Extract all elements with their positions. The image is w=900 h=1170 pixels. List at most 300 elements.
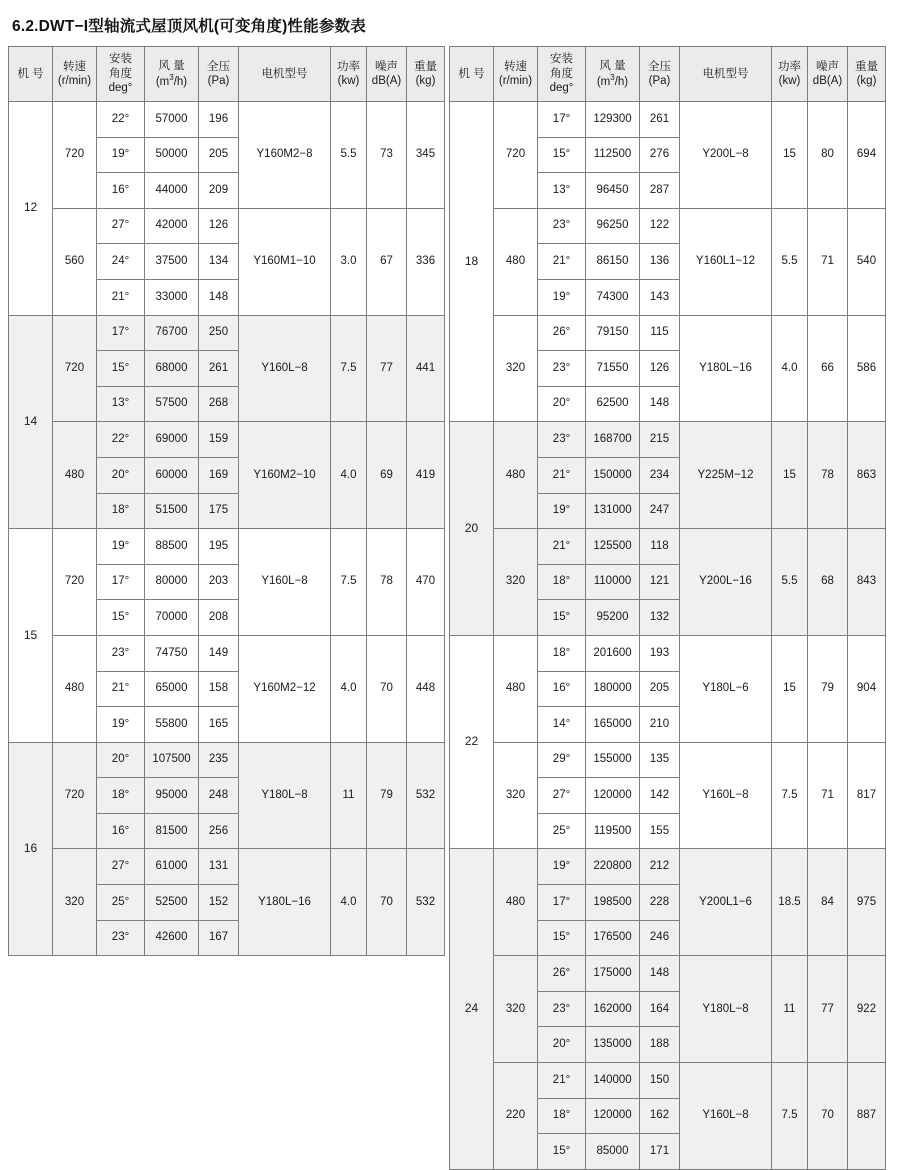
cell-noise: 70 bbox=[367, 849, 407, 956]
cell-speed: 560 bbox=[53, 208, 97, 315]
header-noise-right: 噪声 dB(A) bbox=[808, 47, 848, 102]
cell-flow: 55800 bbox=[145, 707, 199, 743]
cell-power: 4.0 bbox=[331, 635, 367, 742]
cell-weight: 470 bbox=[407, 529, 445, 636]
cell-machine-no: 24 bbox=[450, 849, 494, 1169]
cell-flow: 68000 bbox=[145, 351, 199, 387]
cell-angle: 23° bbox=[538, 422, 586, 458]
cell-pressure: 135 bbox=[640, 742, 680, 778]
cell-angle: 13° bbox=[97, 386, 145, 422]
cell-pressure: 152 bbox=[199, 885, 239, 921]
table-row bbox=[9, 315, 445, 351]
cell-weight: 975 bbox=[848, 849, 886, 956]
header-noise-left: 噪声 dB(A) bbox=[367, 47, 407, 102]
cell-power: 15 bbox=[772, 422, 808, 529]
cell-flow: 162000 bbox=[586, 991, 640, 1027]
cell-flow: 33000 bbox=[145, 279, 199, 315]
cell-speed: 480 bbox=[494, 208, 538, 315]
cell-flow: 42000 bbox=[145, 208, 199, 244]
cell-pressure: 205 bbox=[199, 137, 239, 173]
cell-pressure: 150 bbox=[640, 1063, 680, 1099]
cell-flow: 81500 bbox=[145, 813, 199, 849]
cell-angle: 13° bbox=[538, 173, 586, 209]
cell-speed: 320 bbox=[494, 315, 538, 422]
cell-angle: 19° bbox=[97, 529, 145, 565]
cell-flow: 62500 bbox=[586, 386, 640, 422]
cell-pressure: 203 bbox=[199, 564, 239, 600]
cell-angle: 16° bbox=[97, 813, 145, 849]
cell-weight: 887 bbox=[848, 1063, 886, 1170]
cell-flow: 65000 bbox=[145, 671, 199, 707]
cell-motor-model: Y160L1−12 bbox=[680, 208, 772, 315]
cell-flow: 57500 bbox=[145, 386, 199, 422]
cell-angle: 21° bbox=[538, 244, 586, 280]
cell-flow: 76700 bbox=[145, 315, 199, 351]
cell-speed: 220 bbox=[494, 1063, 538, 1170]
cell-flow: 125500 bbox=[586, 529, 640, 565]
cell-pressure: 149 bbox=[199, 635, 239, 671]
table-header-right bbox=[450, 47, 886, 102]
cell-pressure: 159 bbox=[199, 422, 239, 458]
cell-pressure: 205 bbox=[640, 671, 680, 707]
cell-angle: 23° bbox=[538, 208, 586, 244]
cell-pressure: 248 bbox=[199, 778, 239, 814]
cell-weight: 540 bbox=[848, 208, 886, 315]
cell-motor-model: Y200L1−6 bbox=[680, 849, 772, 956]
cell-weight: 419 bbox=[407, 422, 445, 529]
table-row bbox=[450, 635, 886, 671]
cell-flow: 119500 bbox=[586, 813, 640, 849]
cell-pressure: 171 bbox=[640, 1134, 680, 1170]
performance-table-left bbox=[8, 46, 445, 956]
cell-pressure: 261 bbox=[199, 351, 239, 387]
cell-power: 4.0 bbox=[331, 849, 367, 956]
table-row bbox=[450, 849, 886, 885]
cell-angle: 15° bbox=[538, 1134, 586, 1170]
table-row bbox=[450, 956, 886, 992]
cell-pressure: 208 bbox=[199, 600, 239, 636]
cell-power: 4.0 bbox=[331, 422, 367, 529]
cell-angle: 21° bbox=[538, 457, 586, 493]
cell-flow: 176500 bbox=[586, 920, 640, 956]
cell-speed: 720 bbox=[53, 315, 97, 422]
cell-pressure: 142 bbox=[640, 778, 680, 814]
cell-weight: 448 bbox=[407, 635, 445, 742]
cell-weight: 863 bbox=[848, 422, 886, 529]
cell-pressure: 134 bbox=[199, 244, 239, 280]
cell-power: 5.5 bbox=[331, 102, 367, 209]
cell-angle: 23° bbox=[97, 920, 145, 956]
header-machine-left: 机 号 bbox=[9, 47, 53, 102]
cell-angle: 29° bbox=[538, 742, 586, 778]
cell-angle: 14° bbox=[538, 707, 586, 743]
cell-motor-model: Y200L−8 bbox=[680, 102, 772, 209]
cell-flow: 112500 bbox=[586, 137, 640, 173]
cell-power: 18.5 bbox=[772, 849, 808, 956]
cell-pressure: 164 bbox=[640, 991, 680, 1027]
cell-motor-model: Y160M2−8 bbox=[239, 102, 331, 209]
cell-flow: 60000 bbox=[145, 457, 199, 493]
cell-flow: 70000 bbox=[145, 600, 199, 636]
cell-angle: 27° bbox=[97, 849, 145, 885]
header-power-right: 功率 (kw) bbox=[772, 47, 808, 102]
cell-speed: 720 bbox=[494, 102, 538, 209]
table-row bbox=[9, 529, 445, 565]
cell-pressure: 212 bbox=[640, 849, 680, 885]
cell-flow: 71550 bbox=[586, 351, 640, 387]
cell-flow: 79150 bbox=[586, 315, 640, 351]
cell-angle: 21° bbox=[538, 1063, 586, 1099]
cell-power: 5.5 bbox=[772, 529, 808, 636]
cell-weight: 843 bbox=[848, 529, 886, 636]
cell-pressure: 256 bbox=[199, 813, 239, 849]
cell-angle: 17° bbox=[97, 315, 145, 351]
cell-angle: 21° bbox=[538, 529, 586, 565]
cell-speed: 480 bbox=[494, 422, 538, 529]
cell-flow: 155000 bbox=[586, 742, 640, 778]
cell-pressure: 165 bbox=[199, 707, 239, 743]
header-machine-right: 机 号 bbox=[450, 47, 494, 102]
cell-pressure: 247 bbox=[640, 493, 680, 529]
header-motor-model-left: 电机型号 bbox=[239, 47, 331, 102]
cell-motor-model: Y160M2−10 bbox=[239, 422, 331, 529]
table-row bbox=[9, 635, 445, 671]
cell-angle: 23° bbox=[538, 991, 586, 1027]
cell-weight: 904 bbox=[848, 635, 886, 742]
cell-flow: 74750 bbox=[145, 635, 199, 671]
cell-noise: 70 bbox=[367, 635, 407, 742]
tables-container bbox=[8, 46, 892, 1170]
cell-angle: 18° bbox=[97, 778, 145, 814]
cell-flow: 95200 bbox=[586, 600, 640, 636]
cell-pressure: 126 bbox=[199, 208, 239, 244]
cell-flow: 140000 bbox=[586, 1063, 640, 1099]
cell-pressure: 234 bbox=[640, 457, 680, 493]
table-row bbox=[450, 1063, 886, 1099]
cell-angle: 16° bbox=[538, 671, 586, 707]
cell-pressure: 261 bbox=[640, 102, 680, 138]
cell-angle: 18° bbox=[538, 635, 586, 671]
cell-motor-model: Y180L−8 bbox=[239, 742, 331, 849]
cell-flow: 52500 bbox=[145, 885, 199, 921]
cell-noise: 78 bbox=[367, 529, 407, 636]
cell-angle: 20° bbox=[538, 386, 586, 422]
cell-flow: 120000 bbox=[586, 778, 640, 814]
cell-flow: 80000 bbox=[145, 564, 199, 600]
cell-angle: 19° bbox=[538, 493, 586, 529]
cell-pressure: 215 bbox=[640, 422, 680, 458]
cell-pressure: 210 bbox=[640, 707, 680, 743]
cell-angle: 26° bbox=[538, 956, 586, 992]
cell-angle: 19° bbox=[97, 707, 145, 743]
cell-angle: 18° bbox=[538, 564, 586, 600]
cell-pressure: 136 bbox=[640, 244, 680, 280]
cell-angle: 15° bbox=[97, 351, 145, 387]
cell-pressure: 148 bbox=[640, 956, 680, 992]
cell-angle: 27° bbox=[97, 208, 145, 244]
cell-pressure: 228 bbox=[640, 885, 680, 921]
cell-angle: 18° bbox=[538, 1098, 586, 1134]
cell-angle: 19° bbox=[97, 137, 145, 173]
cell-pressure: 118 bbox=[640, 529, 680, 565]
header-pressure-left: 全压 (Pa) bbox=[199, 47, 239, 102]
header-pressure-right: 全压 (Pa) bbox=[640, 47, 680, 102]
cell-flow: 69000 bbox=[145, 422, 199, 458]
cell-speed: 480 bbox=[494, 635, 538, 742]
cell-angle: 17° bbox=[97, 564, 145, 600]
header-speed-right: 转速 (r/min) bbox=[494, 47, 538, 102]
cell-noise: 73 bbox=[367, 102, 407, 209]
cell-speed: 480 bbox=[53, 635, 97, 742]
cell-angle: 20° bbox=[97, 457, 145, 493]
cell-pressure: 250 bbox=[199, 315, 239, 351]
table-header-left bbox=[9, 47, 445, 102]
cell-motor-model: Y200L−16 bbox=[680, 529, 772, 636]
header-weight-right: 重量 (kg) bbox=[848, 47, 886, 102]
cell-flow: 37500 bbox=[145, 244, 199, 280]
cell-machine-no: 15 bbox=[9, 529, 53, 743]
cell-flow: 51500 bbox=[145, 493, 199, 529]
cell-angle: 20° bbox=[97, 742, 145, 778]
cell-flow: 50000 bbox=[145, 137, 199, 173]
cell-motor-model: Y160L−8 bbox=[680, 1063, 772, 1170]
table-body-left bbox=[9, 102, 445, 956]
cell-pressure: 132 bbox=[640, 600, 680, 636]
cell-flow: 129300 bbox=[586, 102, 640, 138]
cell-pressure: 167 bbox=[199, 920, 239, 956]
cell-power: 4.0 bbox=[772, 315, 808, 422]
cell-flow: 131000 bbox=[586, 493, 640, 529]
cell-machine-no: 20 bbox=[450, 422, 494, 636]
cell-pressure: 246 bbox=[640, 920, 680, 956]
cell-flow: 165000 bbox=[586, 707, 640, 743]
cell-power: 3.0 bbox=[331, 208, 367, 315]
cell-noise: 66 bbox=[808, 315, 848, 422]
cell-motor-model: Y160L−8 bbox=[680, 742, 772, 849]
cell-motor-model: Y160L−8 bbox=[239, 315, 331, 422]
cell-motor-model: Y180L−8 bbox=[680, 956, 772, 1063]
cell-pressure: 235 bbox=[199, 742, 239, 778]
cell-flow: 96450 bbox=[586, 173, 640, 209]
cell-power: 11 bbox=[331, 742, 367, 849]
cell-flow: 88500 bbox=[145, 529, 199, 565]
cell-flow: 201600 bbox=[586, 635, 640, 671]
cell-noise: 84 bbox=[808, 849, 848, 956]
cell-pressure: 122 bbox=[640, 208, 680, 244]
cell-noise: 71 bbox=[808, 742, 848, 849]
cell-power: 7.5 bbox=[772, 1063, 808, 1170]
cell-speed: 480 bbox=[53, 422, 97, 529]
cell-pressure: 287 bbox=[640, 173, 680, 209]
header-angle-left: 安装 角度 deg° bbox=[97, 47, 145, 102]
cell-flow: 135000 bbox=[586, 1027, 640, 1063]
cell-noise: 71 bbox=[808, 208, 848, 315]
cell-angle: 19° bbox=[538, 279, 586, 315]
cell-flow: 61000 bbox=[145, 849, 199, 885]
cell-flow: 42600 bbox=[145, 920, 199, 956]
cell-speed: 320 bbox=[494, 956, 538, 1063]
table-row bbox=[450, 422, 886, 458]
cell-flow: 44000 bbox=[145, 173, 199, 209]
cell-flow: 220800 bbox=[586, 849, 640, 885]
cell-flow: 120000 bbox=[586, 1098, 640, 1134]
cell-power: 15 bbox=[772, 635, 808, 742]
cell-motor-model: Y160M1−10 bbox=[239, 208, 331, 315]
cell-speed: 480 bbox=[494, 849, 538, 956]
cell-noise: 67 bbox=[367, 208, 407, 315]
cell-flow: 74300 bbox=[586, 279, 640, 315]
table-row bbox=[9, 742, 445, 778]
table-row bbox=[450, 742, 886, 778]
cell-speed: 320 bbox=[494, 529, 538, 636]
cell-pressure: 169 bbox=[199, 457, 239, 493]
cell-motor-model: Y180L−6 bbox=[680, 635, 772, 742]
cell-angle: 15° bbox=[538, 600, 586, 636]
table-row bbox=[9, 208, 445, 244]
cell-pressure: 209 bbox=[199, 173, 239, 209]
table-row bbox=[9, 102, 445, 138]
cell-pressure: 195 bbox=[199, 529, 239, 565]
cell-angle: 19° bbox=[538, 849, 586, 885]
cell-noise: 69 bbox=[367, 422, 407, 529]
cell-flow: 180000 bbox=[586, 671, 640, 707]
cell-pressure: 188 bbox=[640, 1027, 680, 1063]
cell-flow: 57000 bbox=[145, 102, 199, 138]
cell-flow: 110000 bbox=[586, 564, 640, 600]
cell-pressure: 196 bbox=[199, 102, 239, 138]
cell-angle: 15° bbox=[538, 920, 586, 956]
cell-noise: 78 bbox=[808, 422, 848, 529]
cell-speed: 720 bbox=[53, 102, 97, 209]
cell-noise: 80 bbox=[808, 102, 848, 209]
cell-power: 7.5 bbox=[772, 742, 808, 849]
cell-angle: 16° bbox=[97, 173, 145, 209]
cell-angle: 23° bbox=[97, 635, 145, 671]
cell-noise: 79 bbox=[367, 742, 407, 849]
cell-pressure: 115 bbox=[640, 315, 680, 351]
table-row bbox=[450, 315, 886, 351]
cell-motor-model: Y160M2−12 bbox=[239, 635, 331, 742]
cell-flow: 198500 bbox=[586, 885, 640, 921]
cell-flow: 175000 bbox=[586, 956, 640, 992]
cell-noise: 77 bbox=[808, 956, 848, 1063]
cell-motor-model: Y225M−12 bbox=[680, 422, 772, 529]
cell-speed: 720 bbox=[53, 742, 97, 849]
header-power-left: 功率 (kw) bbox=[331, 47, 367, 102]
cell-pressure: 162 bbox=[640, 1098, 680, 1134]
cell-angle: 23° bbox=[538, 351, 586, 387]
cell-angle: 15° bbox=[97, 600, 145, 636]
table-body-right bbox=[450, 102, 886, 1170]
cell-machine-no: 18 bbox=[450, 102, 494, 422]
cell-weight: 694 bbox=[848, 102, 886, 209]
cell-flow: 86150 bbox=[586, 244, 640, 280]
cell-angle: 25° bbox=[97, 885, 145, 921]
cell-power: 7.5 bbox=[331, 529, 367, 636]
cell-motor-model: Y180L−16 bbox=[680, 315, 772, 422]
cell-pressure: 131 bbox=[199, 849, 239, 885]
cell-angle: 17° bbox=[538, 102, 586, 138]
performance-table-right bbox=[449, 46, 886, 1170]
cell-machine-no: 22 bbox=[450, 635, 494, 849]
cell-angle: 18° bbox=[97, 493, 145, 529]
cell-speed: 720 bbox=[53, 529, 97, 636]
cell-pressure: 121 bbox=[640, 564, 680, 600]
cell-pressure: 276 bbox=[640, 137, 680, 173]
cell-angle: 27° bbox=[538, 778, 586, 814]
cell-noise: 70 bbox=[808, 1063, 848, 1170]
cell-speed: 320 bbox=[53, 849, 97, 956]
cell-angle: 20° bbox=[538, 1027, 586, 1063]
cell-power: 7.5 bbox=[331, 315, 367, 422]
cell-pressure: 193 bbox=[640, 635, 680, 671]
header-angle-right: 安装 角度 deg° bbox=[538, 47, 586, 102]
cell-angle: 21° bbox=[97, 671, 145, 707]
cell-angle: 24° bbox=[97, 244, 145, 280]
cell-angle: 25° bbox=[538, 813, 586, 849]
cell-machine-no: 14 bbox=[9, 315, 53, 529]
cell-pressure: 175 bbox=[199, 493, 239, 529]
page-title: 6.2.DWT−I型轴流式屋顶风机(可变角度)性能参数表 bbox=[12, 18, 366, 35]
cell-pressure: 143 bbox=[640, 279, 680, 315]
cell-weight: 532 bbox=[407, 742, 445, 849]
cell-weight: 532 bbox=[407, 849, 445, 956]
cell-pressure: 126 bbox=[640, 351, 680, 387]
table-row bbox=[450, 208, 886, 244]
cell-weight: 817 bbox=[848, 742, 886, 849]
cell-pressure: 268 bbox=[199, 386, 239, 422]
cell-machine-no: 12 bbox=[9, 102, 53, 316]
cell-pressure: 148 bbox=[199, 279, 239, 315]
cell-angle: 22° bbox=[97, 102, 145, 138]
header-flow-right: 风 量 $(m^3/h)$ bbox=[586, 47, 640, 102]
header-weight-left: 重量 (kg) bbox=[407, 47, 445, 102]
cell-speed: 320 bbox=[494, 742, 538, 849]
cell-flow: 168700 bbox=[586, 422, 640, 458]
cell-weight: 922 bbox=[848, 956, 886, 1063]
cell-motor-model: Y160L−8 bbox=[239, 529, 331, 636]
cell-angle: 17° bbox=[538, 885, 586, 921]
cell-angle: 21° bbox=[97, 279, 145, 315]
header-flow-left: 风 量 $(m^3/h)$ bbox=[145, 47, 199, 102]
table-row bbox=[450, 102, 886, 138]
cell-weight: 586 bbox=[848, 315, 886, 422]
cell-pressure: 155 bbox=[640, 813, 680, 849]
cell-power: 15 bbox=[772, 102, 808, 209]
cell-motor-model: Y180L−16 bbox=[239, 849, 331, 956]
cell-flow: 150000 bbox=[586, 457, 640, 493]
cell-flow: 107500 bbox=[145, 742, 199, 778]
cell-flow: 85000 bbox=[586, 1134, 640, 1170]
cell-weight: 345 bbox=[407, 102, 445, 209]
cell-angle: 26° bbox=[538, 315, 586, 351]
cell-angle: 22° bbox=[97, 422, 145, 458]
cell-noise: 68 bbox=[808, 529, 848, 636]
cell-machine-no: 16 bbox=[9, 742, 53, 956]
cell-power: 5.5 bbox=[772, 208, 808, 315]
cell-power: 11 bbox=[772, 956, 808, 1063]
cell-pressure: 148 bbox=[640, 386, 680, 422]
header-speed-left: 转速 (r/min) bbox=[53, 47, 97, 102]
cell-angle: 15° bbox=[538, 137, 586, 173]
cell-noise: 77 bbox=[367, 315, 407, 422]
table-row bbox=[450, 529, 886, 565]
cell-weight: 441 bbox=[407, 315, 445, 422]
cell-flow: 96250 bbox=[586, 208, 640, 244]
table-row bbox=[9, 849, 445, 885]
header-motor-model-right: 电机型号 bbox=[680, 47, 772, 102]
cell-flow: 95000 bbox=[145, 778, 199, 814]
